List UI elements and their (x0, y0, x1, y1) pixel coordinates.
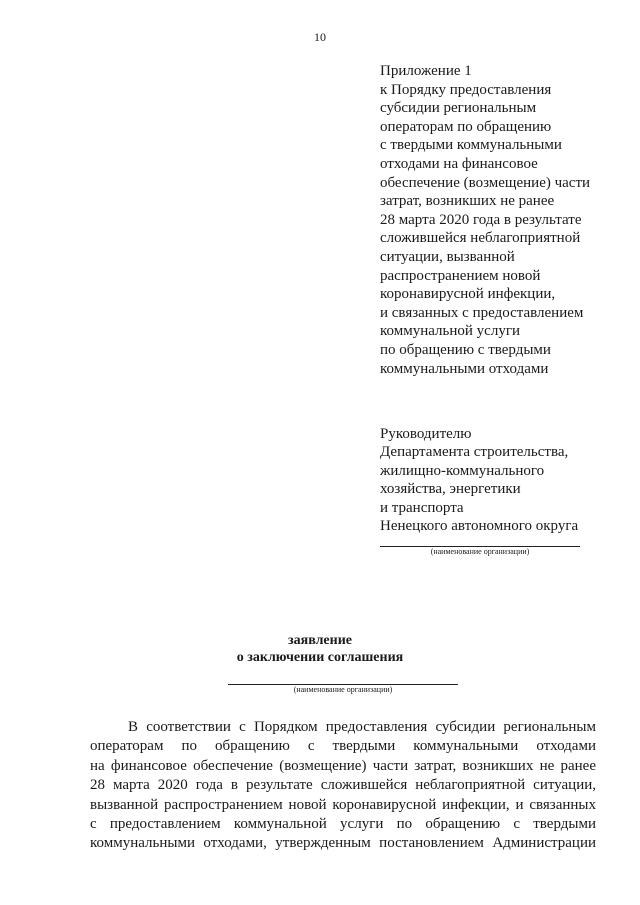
body-line: операторам по обращению с твердыми коммунальными отходами (90, 738, 596, 755)
appendix-line: Приложение 1 (380, 63, 472, 79)
appendix-line: затрат, возникших не ранее (380, 193, 555, 210)
appendix-line: коммунальной услуги (380, 323, 520, 340)
body-line: с предоставлением коммунальной услуги по обращению с твердыми (90, 816, 596, 833)
appendix-line: отходами на финансовое (380, 155, 538, 172)
appendix-block (380, 62, 630, 378)
appendix-line: и связанных с предоставлением (380, 304, 584, 321)
appendix-line: ситуации, вызванной (380, 248, 515, 265)
organization-caption: (наименование организации) (430, 547, 530, 556)
body-line: В соответствии с Порядком предоставления субсидии региональным (128, 719, 596, 735)
appendix-line: с твердыми коммунальными (380, 137, 562, 154)
body-line: 28 марта 2020 года в результате сложившейся неблагоприятной ситуации, (90, 777, 596, 794)
appendix-line: обеспечение (возмещение) части (380, 174, 591, 191)
addressee-line: жилищно-коммунального (380, 462, 545, 479)
body-line: коммунальными отходами, утвержденным постановлением Администрации (90, 835, 596, 852)
appendix-line: 28 марта 2020 года в результате (380, 211, 582, 228)
page-number: 10 (314, 30, 326, 44)
addressee-line: и транспорта (380, 499, 464, 516)
addressee-line: Департамента строительства, (380, 444, 569, 461)
body-paragraph (90, 718, 596, 854)
appendix-line: распространением новой (380, 267, 541, 284)
appendix-line: субсидии региональным (380, 100, 537, 117)
title-line-1: заявление (288, 633, 352, 648)
appendix-line: по обращению с твердыми (380, 341, 551, 358)
body-line: на финансовое обеспечение (возмещение) части затрат, возникших не ранее (90, 757, 596, 774)
appendix-line: коммунальными отходами (380, 360, 549, 377)
addressee-line: Руководителю (380, 426, 472, 442)
appendix-line: к Порядку предоставления (380, 81, 552, 98)
addressee-block (380, 425, 630, 535)
addressee-line: хозяйства, энергетики (380, 481, 521, 498)
body-line: вызванной распространением новой коронавирусной инфекции, и связанных (90, 796, 596, 813)
applicant-organization-caption: (наименование организации) (293, 685, 393, 694)
appendix-line: операторам по обращению (380, 118, 552, 135)
appendix-line: коронавирусной инфекции, (380, 286, 556, 303)
addressee-line: Ненецкого автономного округа (380, 518, 579, 535)
appendix-line: сложившейся неблагоприятной (380, 230, 581, 247)
document-title (0, 632, 640, 666)
title-line-2: о заключении соглашения (236, 650, 404, 665)
